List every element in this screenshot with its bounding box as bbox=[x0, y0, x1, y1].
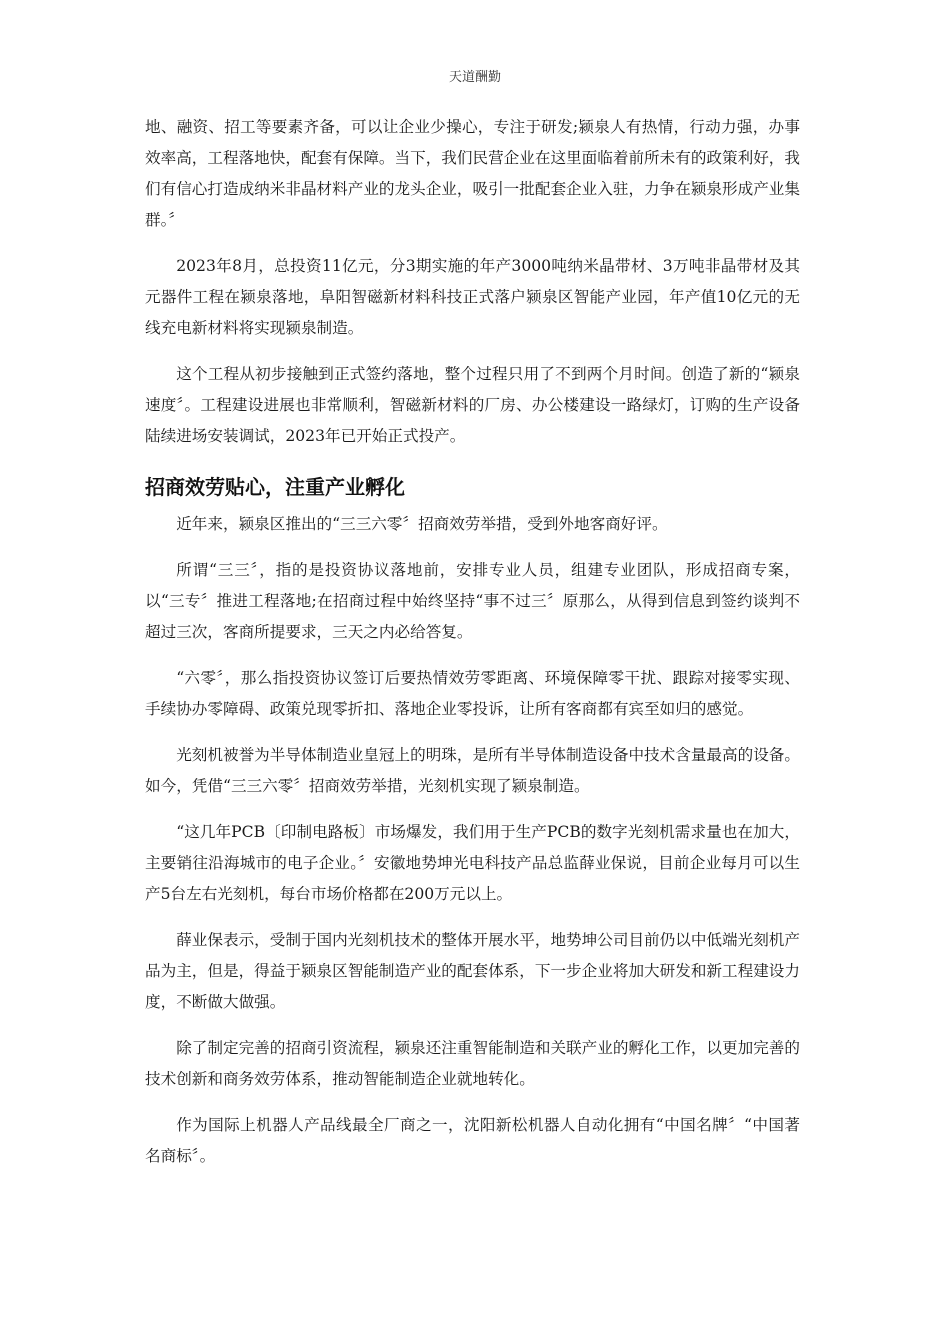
paragraph: 薛业保表示，受制于国内光刻机技术的整体开展水平，地势坤公司目前仍以中低端光刻机产品为主，但是，得益于颍泉区智能制造产业的配套体系，下一步企业将加大研发和新工程建设力度，不断做大做强。 bbox=[145, 931, 800, 1011]
paragraph: 作为国际上机器人产品线最全厂商之一，沈阳新松机器人自动化拥有“中国名牌〞“中国著名商标〞。 bbox=[145, 1116, 800, 1165]
running-header: 天道酬勤 bbox=[448, 70, 501, 85]
paragraph: 近年来，颍泉区推出的“三三六零〞招商效劳举措，受到外地客商好评。 bbox=[176, 515, 668, 533]
paragraph: 光刻机被誉为半导体制造业皇冠上的明珠，是所有半导体制造设备中技术含量最高的设备。如今，凭借“三三六零〞招商效劳举措，光刻机实现了颍泉制造。 bbox=[145, 746, 800, 795]
paragraph: “六零〞，那么指投资协议签订后要热情效劳零距离、环境保障零干扰、跟踪对接零实现、手续协办零障碍、政策兑现零折扣、落地企业零投诉，让所有客商都有宾至如归的感觉。 bbox=[145, 669, 800, 718]
paragraph: 除了制定完善的招商引资流程，颍泉还注重智能制造和关联产业的孵化工作，以更加完善的技术创新和商务效劳体系，推动智能制造企业就地转化。 bbox=[145, 1039, 800, 1088]
paragraph: 这个工程从初步接触到正式签约落地，整个过程只用了不到两个月时间。创造了新的“颍泉速度〞。工程建设进展也非常顺利，智磁新材料的厂房、办公楼建设一路绿灯，订购的生产设备陆续进场安装调试，2023年已开始正式投产。 bbox=[145, 365, 800, 445]
paragraph: 2023年8月，总投资11亿元，分3期实施的年产3000吨纳米晶带材、3万吨非晶带材及其元器件工程在颍泉落地，阜阳智磁新材料科技正式落户颍泉区智能产业园，年产值10亿元的无线充电新材料将实现颍泉制造。 bbox=[145, 257, 800, 337]
document-body bbox=[145, 112, 800, 1187]
paragraph: 所谓“三三〞，指的是投资协议落地前，安排专业人员，组建专业团队，形成招商专案，以“三专〞推进工程落地;在招商过程中始终坚持“事不过三〞原那么，从得到信息到签约谈判不超过三次，客商所提要求，三天之内必给答复。 bbox=[145, 561, 800, 641]
paragraph-continued: 地、融资、招工等要素齐备，可以让企业少操心，专注于研发;颍泉人有热情，行动力强，办事效率高，工程落地快，配套有保障。当下，我们民营企业在这里面临着前所未有的政策利好，我们有信心打造成纳米非晶材料产业的龙头企业，吸引一批配套企业入驻，力争在颍泉形成产业集群。〞 bbox=[145, 118, 800, 229]
paragraph: “这几年PCB〔印制电路板〕市场爆发，我们用于生产PCB的数字光刻机需求量也在加大，主要销往沿海城市的电子企业。〞安徽地势坤光电科技产品总监薛业保说，目前企业每月可以生产5台左右光刻机，每台市场价格都在200万元以上。 bbox=[145, 823, 800, 903]
section-heading: 招商效劳贴心，注重产业孵化 bbox=[145, 475, 405, 499]
